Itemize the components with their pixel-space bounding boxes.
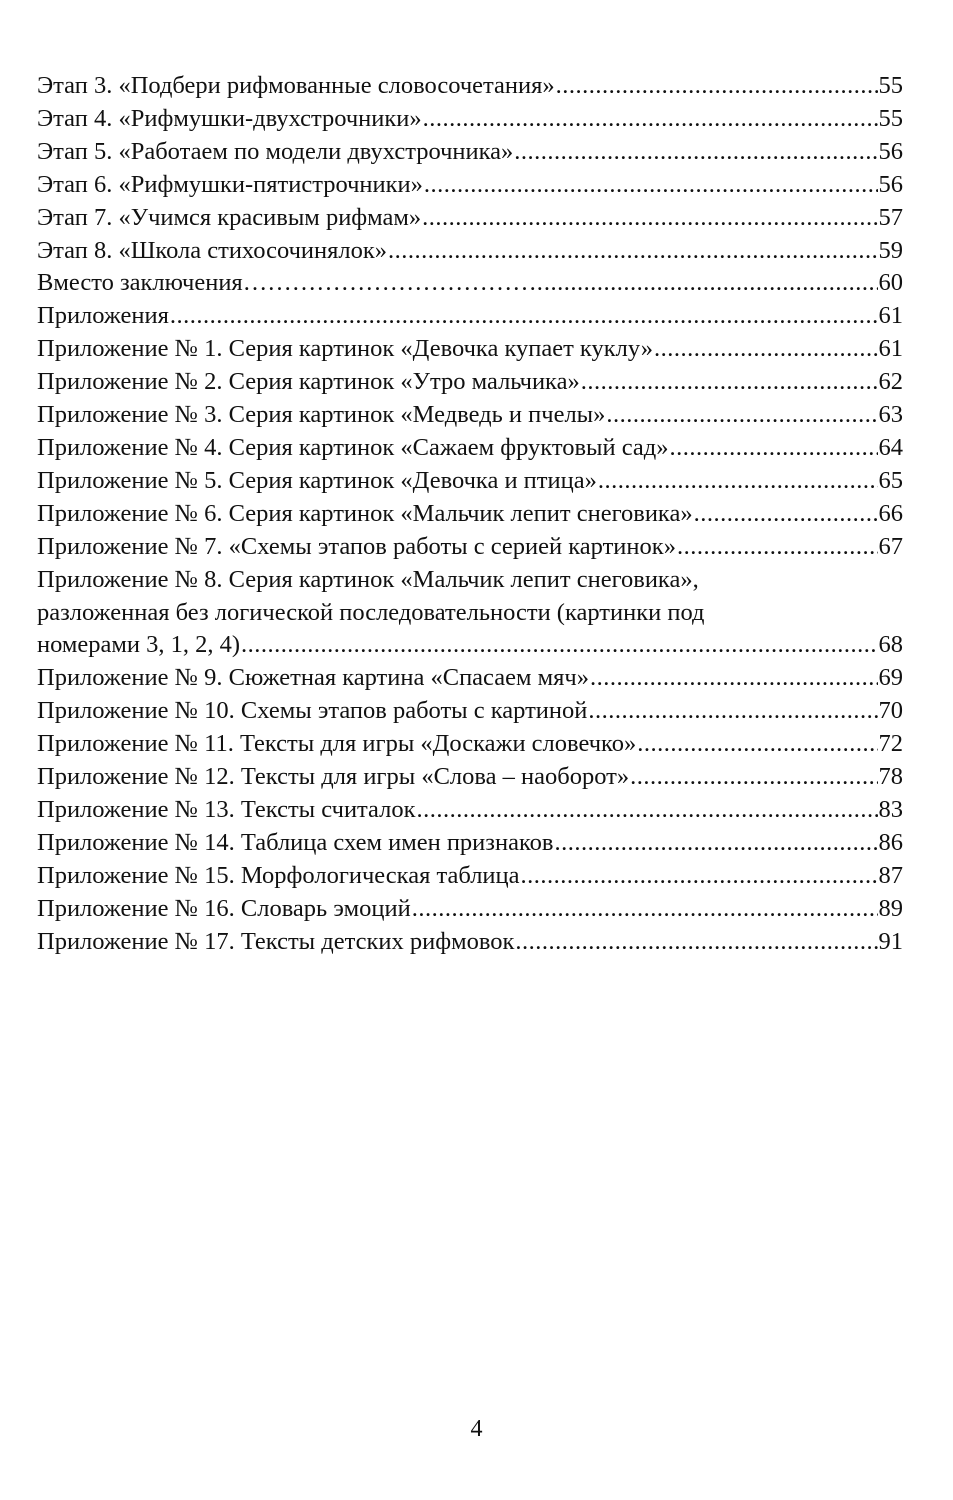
page-number: 4 [470, 1416, 483, 1442]
toc-entry-page: 61 [878, 335, 903, 363]
toc-entry-page: 55 [878, 104, 903, 132]
toc-entry-title: Этап 3. «Подбери рифмованные словосочетания» [37, 72, 555, 99]
toc-entry [37, 662, 903, 695]
toc-entry [37, 827, 903, 860]
dot-leader [423, 103, 878, 136]
toc-entry [37, 70, 903, 103]
toc-entry-page: 69 [878, 664, 903, 692]
toc-entry-page: 56 [878, 170, 903, 198]
toc-entry [37, 629, 903, 662]
dot-leader [170, 300, 878, 333]
toc-entry [37, 103, 903, 136]
dot-leader [422, 202, 877, 235]
dot-leader [388, 235, 877, 268]
dot-leader [630, 761, 877, 794]
dot-leader [417, 794, 878, 827]
toc-entry-page: 70 [878, 697, 903, 725]
toc-entry-title: Приложение № 10. Схемы этапов работы с картиной [37, 697, 588, 725]
toc-entry [37, 531, 903, 564]
toc-entry-title: Приложение № 13. Тексты считалок [37, 795, 416, 823]
toc-entry [37, 136, 903, 169]
toc-entry-title: Приложение № 14. Таблица схем имен признаков [37, 828, 554, 856]
toc-entry [37, 926, 903, 959]
toc-entry-title: Приложение № 7. «Схемы этапов работы с серией картинок» [37, 532, 676, 560]
toc-entry [37, 465, 903, 498]
toc-entry [37, 399, 903, 432]
toc-entry-title: Приложение № 3. Серия картинок «Медведь и пчелы» [37, 401, 606, 429]
toc-entry-page: 57 [878, 203, 903, 231]
dot-leader [556, 70, 878, 103]
toc-entry-page: 65 [878, 466, 903, 494]
toc-entry [37, 432, 903, 465]
dot-leader [241, 629, 877, 662]
toc-entry-title: Приложение № 16. Словарь эмоций [37, 894, 411, 922]
toc-entry-page: 86 [878, 828, 903, 856]
dot-leader [554, 827, 877, 860]
toc-entry-page: 91 [878, 927, 903, 955]
toc-entry-title: Приложение № 6. Серия картинок «Мальчик лепит снеговика» [37, 499, 693, 527]
toc-entry-page: 61 [878, 302, 903, 330]
toc-entry-title: Приложение № 15. Морфологическая таблица [37, 861, 520, 889]
toc-entry-line: Приложение № 8. Серия картинок «Мальчик лепит снеговика», [37, 565, 699, 593]
toc-entry-title: Приложение № 9. Сюжетная картина «Спасаем мяч» [37, 664, 589, 692]
dot-leader [588, 695, 877, 728]
dot-leader [412, 893, 878, 926]
toc-entry [37, 202, 903, 235]
toc-entry [37, 169, 903, 202]
dot-leader [677, 531, 878, 564]
dot-leader [581, 366, 878, 399]
toc-entry-page: 89 [878, 894, 903, 922]
toc-entry [37, 300, 903, 333]
toc-entry-page: 55 [878, 72, 903, 99]
toc-entry-title: Этап 5. «Работаем по модели двухстрочника» [37, 137, 514, 165]
toc-entry-page: 60 [878, 269, 903, 297]
toc-entry-title: Вместо заключения………………………………. [37, 269, 543, 297]
toc-entry-page: 64 [878, 433, 903, 461]
toc-entry [37, 498, 903, 531]
dot-leader [590, 662, 878, 695]
dot-leader [514, 136, 877, 169]
toc-entry-page: 59 [878, 236, 903, 264]
toc-entry [37, 235, 903, 268]
dot-leader [521, 860, 878, 893]
dot-leader [598, 465, 878, 498]
toc-entry [37, 728, 903, 761]
toc-entry-page: 63 [878, 401, 903, 429]
toc-entry-title: Приложение № 11. Тексты для игры «Доскажи словечко» [37, 730, 637, 758]
toc-entry-line: разложенная без логической последовательности (картинки под [37, 598, 705, 626]
toc-entry-title: Приложение № 12. Тексты для игры «Слова – наоборот» [37, 763, 630, 791]
toc-entry-page: 78 [878, 763, 903, 791]
toc-entry-title: Приложение № 4. Серия картинок «Сажаем фруктовый сад» [37, 433, 669, 461]
dot-leader [670, 432, 878, 465]
toc-entry-page: 62 [878, 368, 903, 396]
dot-leader [424, 169, 878, 202]
dot-leader [606, 399, 877, 432]
toc-entry [37, 695, 903, 728]
toc-entry [37, 333, 903, 366]
toc-entry-page: 87 [878, 861, 903, 889]
toc-entry-page: 83 [878, 795, 903, 823]
dot-leader [544, 267, 878, 300]
toc-entry [37, 893, 903, 926]
toc-entry [37, 366, 903, 399]
toc-entry [37, 794, 903, 827]
toc-entry-title: Приложение № 17. Тексты детских рифмовок [37, 927, 515, 955]
dot-leader [694, 498, 878, 531]
dot-leader [515, 926, 877, 959]
toc-entry-title: номерами 3, 1, 2, 4) [37, 631, 241, 659]
toc-entry-page: 67 [878, 532, 903, 560]
toc-entry-title: Приложение № 1. Серия картинок «Девочка купает куклу» [37, 335, 653, 363]
toc-entry-title: Этап 6. «Рифмушки-пятистрочники» [37, 170, 423, 198]
toc-entry-page: 68 [878, 631, 903, 659]
table-of-contents [37, 70, 903, 958]
toc-entry [37, 761, 903, 794]
toc-entry-title: Этап 7. «Учимся красивым рифмам» [37, 203, 422, 231]
dot-leader [654, 333, 878, 366]
toc-entry-title: Приложение № 5. Серия картинок «Девочка и птица» [37, 466, 597, 494]
toc-entry [37, 860, 903, 893]
toc-entry-title: Приложения [37, 302, 169, 330]
toc-entry-title: Этап 4. «Рифмушки-двухстрочники» [37, 104, 422, 132]
toc-entry-page: 72 [878, 730, 903, 758]
toc-entry-page: 66 [878, 499, 903, 527]
dot-leader [637, 728, 877, 761]
toc-entry [37, 267, 903, 300]
toc-entry-title: Приложение № 2. Серия картинок «Утро мальчика» [37, 368, 580, 396]
toc-entry-title: Этап 8. «Школа стихосочинялок» [37, 236, 388, 264]
toc-entry-page: 56 [878, 137, 903, 165]
